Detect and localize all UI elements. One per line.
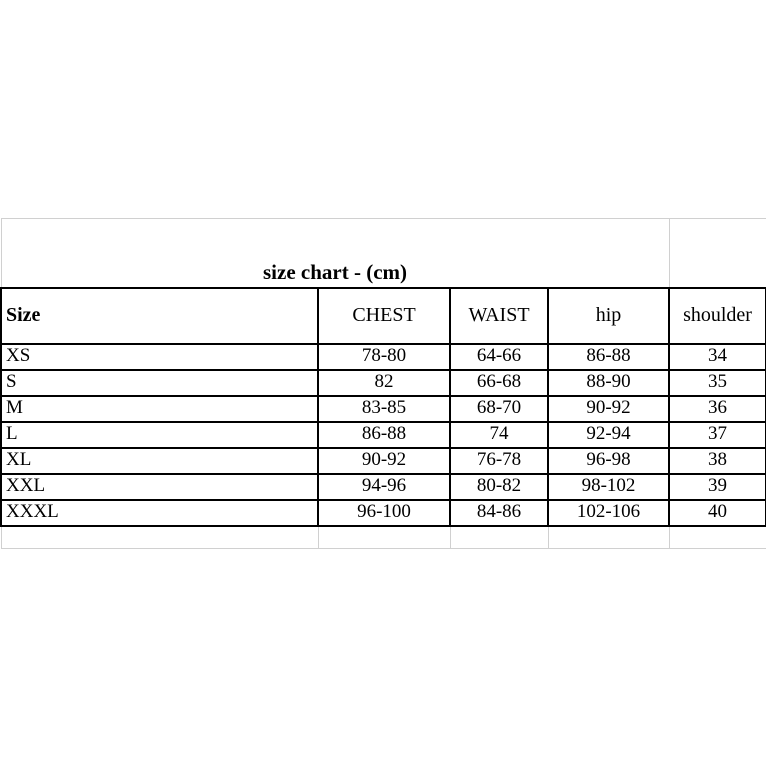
size-cell: M [1,396,318,422]
hip-cell: 90-92 [548,396,669,422]
chest-cell: 82 [318,370,450,396]
shoulder-cell: 37 [669,422,766,448]
hip-cell: 98-102 [548,474,669,500]
shoulder-cell: 34 [669,344,766,370]
empty-cell [1,526,318,549]
hip-cell: 86-88 [548,344,669,370]
empty-cell [318,526,450,549]
chest-cell: 94-96 [318,474,450,500]
table-row-xl [1,448,766,474]
table-row-xxl [1,474,766,500]
table-row-s [1,370,766,396]
size-cell: XXXL [1,500,318,526]
size-cell: XXL [1,474,318,500]
size-cell: S [1,370,318,396]
waist-cell: 74 [450,422,548,448]
title-row [1,219,766,288]
waist-cell: 64-66 [450,344,548,370]
waist-cell: 80-82 [450,474,548,500]
size-cell: L [1,422,318,448]
table-row-m [1,396,766,422]
shoulder-cell: 36 [669,396,766,422]
hip-cell: 88-90 [548,370,669,396]
chest-cell: 78-80 [318,344,450,370]
waist-cell: 84-86 [450,500,548,526]
column-header-chest: CHEST [318,288,450,344]
empty-tail-row [1,526,766,549]
waist-cell: 76-78 [450,448,548,474]
waist-cell: 66-68 [450,370,548,396]
chest-cell: 86-88 [318,422,450,448]
header-row [1,288,766,344]
shoulder-cell: 38 [669,448,766,474]
chest-cell: 83-85 [318,396,450,422]
hip-cell: 92-94 [548,422,669,448]
column-header-waist: WAIST [450,288,548,344]
size-cell: XL [1,448,318,474]
shoulder-cell: 40 [669,500,766,526]
table-title: size chart - (cm) [1,219,669,288]
size-chart-table [0,218,766,549]
size-cell: XS [1,344,318,370]
shoulder-cell: 39 [669,474,766,500]
hip-cell: 96-98 [548,448,669,474]
empty-cell [450,526,548,549]
chest-cell: 96-100 [318,500,450,526]
column-header-size: Size [1,288,318,344]
empty-cell [669,526,766,549]
shoulder-cell: 35 [669,370,766,396]
table-row-l [1,422,766,448]
chest-cell: 90-92 [318,448,450,474]
column-header-shoulder: shoulder [669,288,766,344]
empty-cell [548,526,669,549]
empty-cell [669,219,766,288]
table-row-xs [1,344,766,370]
table-row-xxxl [1,500,766,526]
waist-cell: 68-70 [450,396,548,422]
hip-cell: 102-106 [548,500,669,526]
column-header-hip: hip [548,288,669,344]
